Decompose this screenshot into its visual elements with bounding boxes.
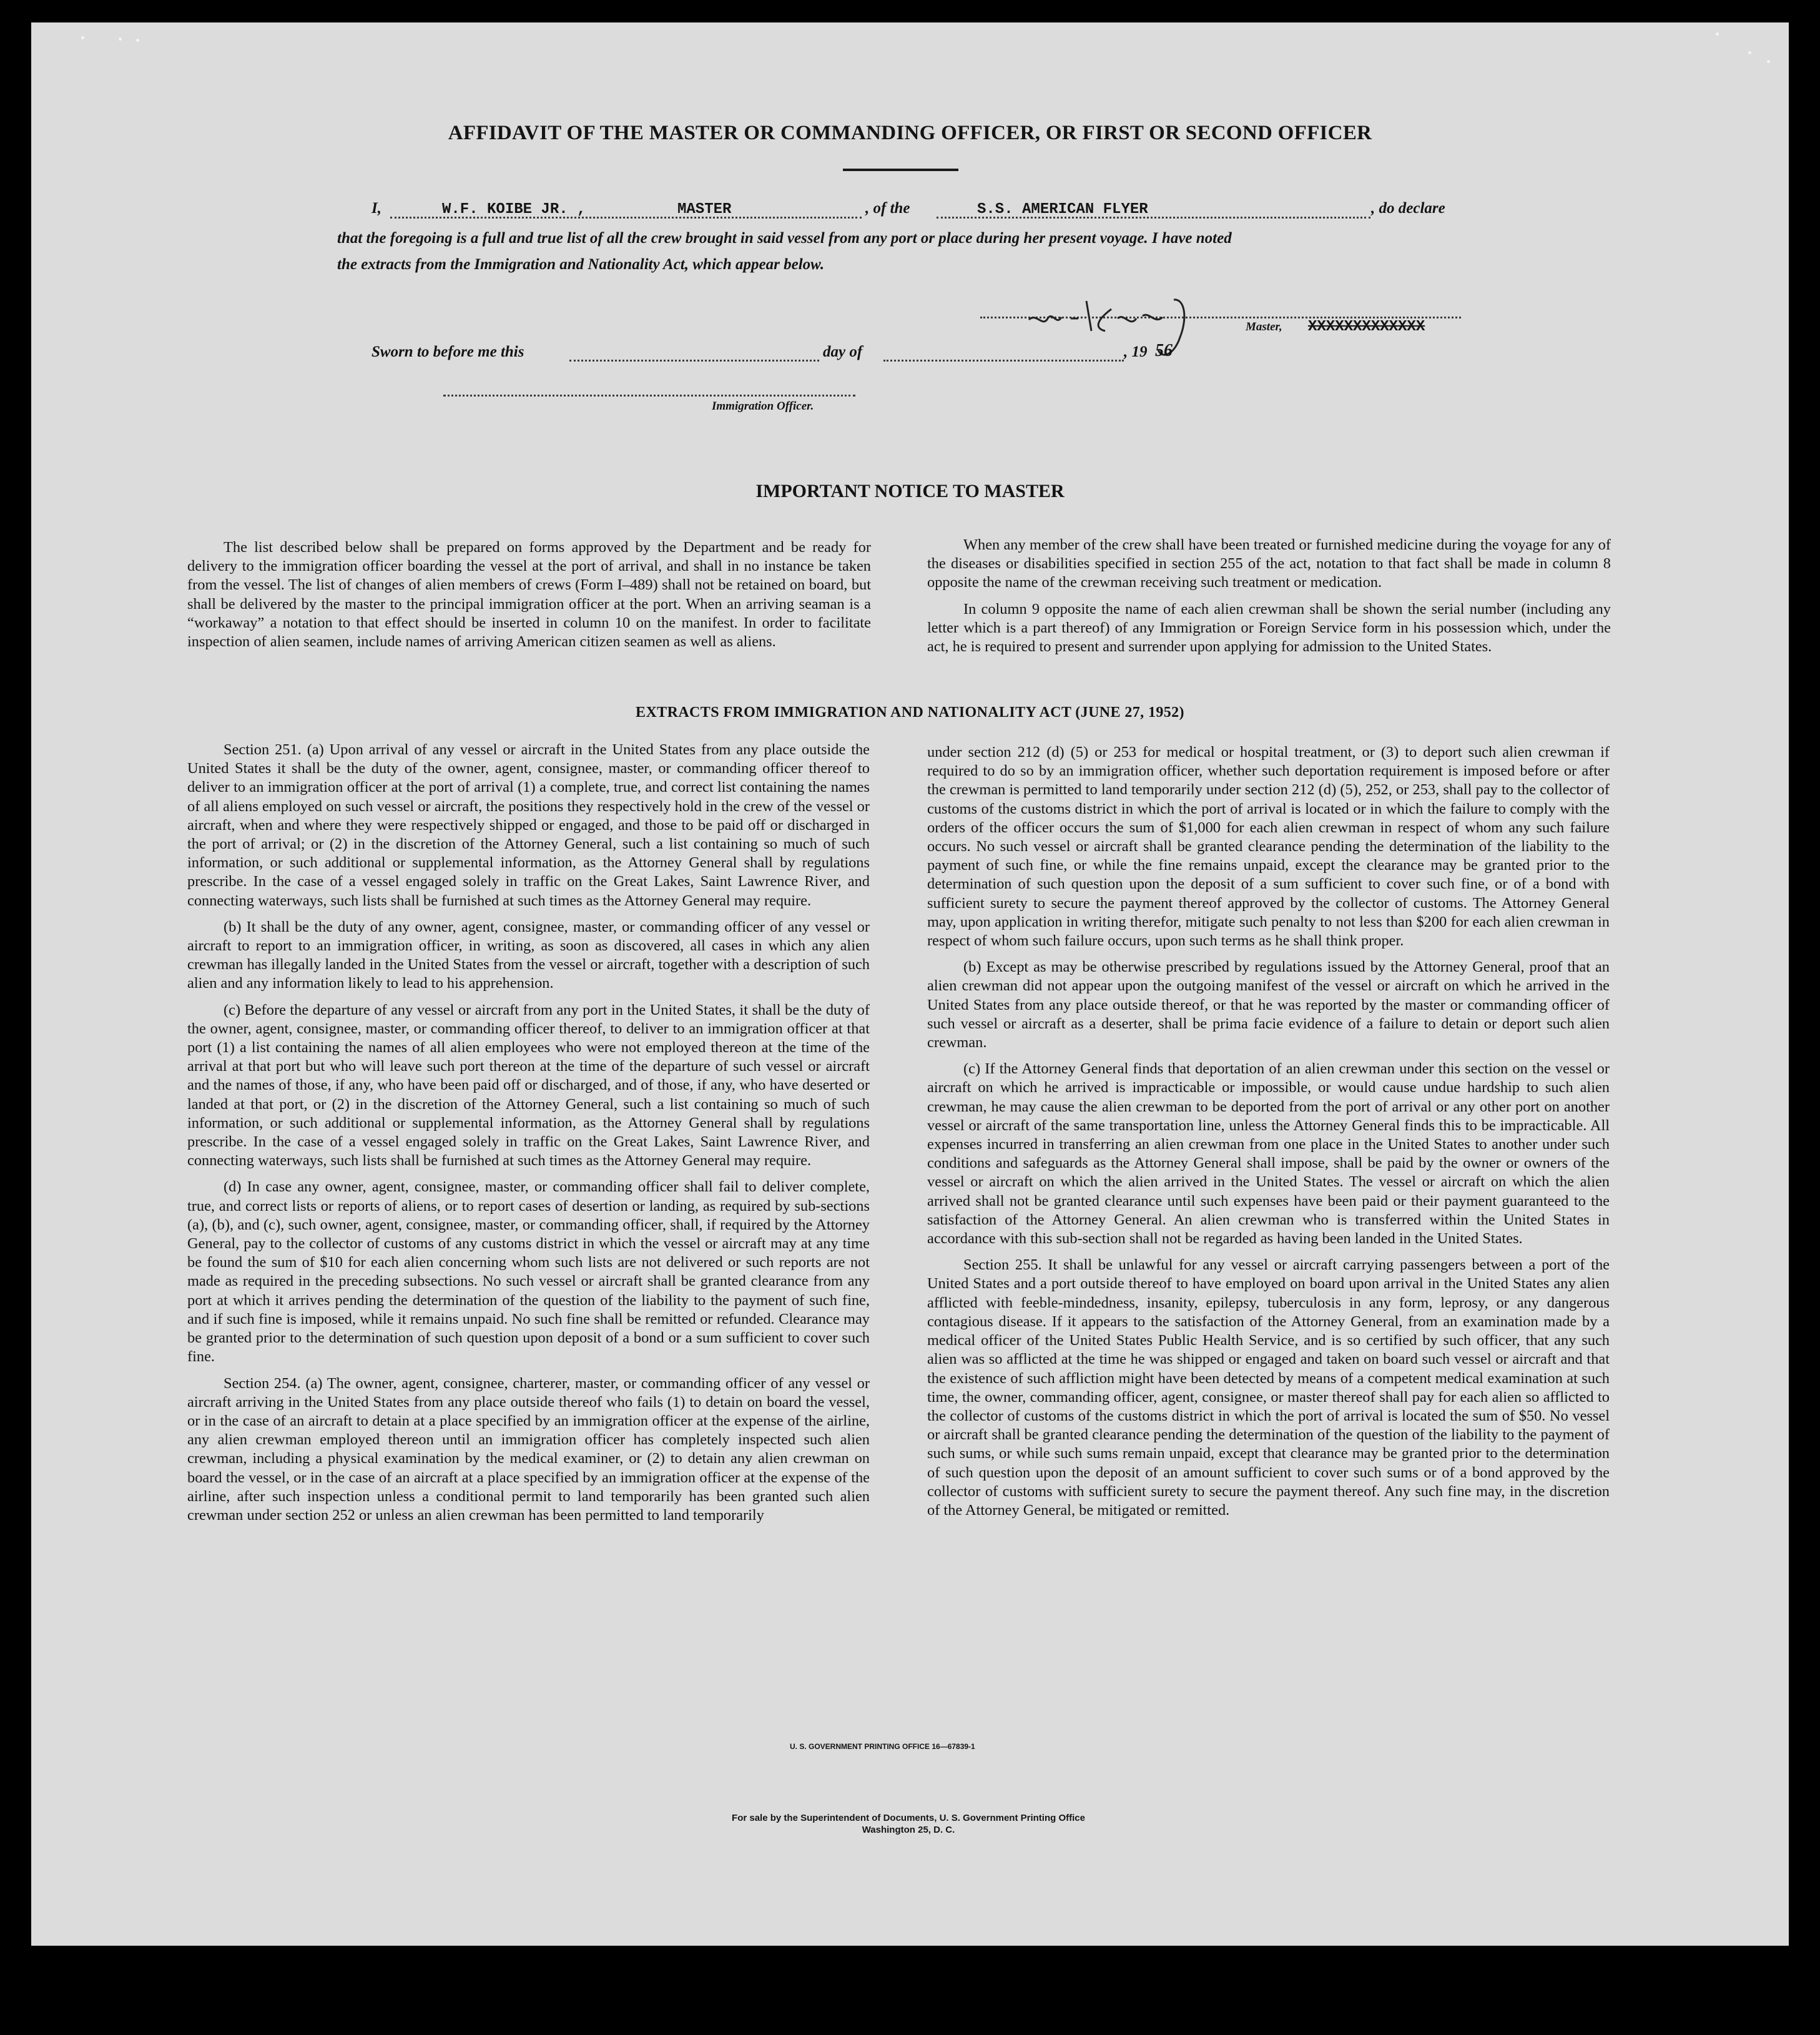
sworn-month-dotted-line [883, 358, 1124, 362]
struck-out-title: XXXXXXXXXXXXX [1308, 318, 1425, 335]
extracts-right-column [927, 743, 1610, 1527]
immigration-officer-label: Immigration Officer. [712, 400, 814, 413]
title-rule [843, 169, 958, 171]
declaration-line-2: that the foregoing is a full and true list of all the crew brought in said vessel from any port or place during her present voyage. I have noted [337, 230, 1232, 247]
notice-left-paragraph: The list described below shall be prepared on forms approved by the Department and be ready for delivery to the immigration officer boarding the vessel at the port of arrival, and shall in no instance be taken from the vessel. The list of changes of alien members of crews (Form I–489) shall not be retained on board, but shall be delivered by the master to the principal immigration officer at the port. When an arriving seaman is a “workaway” a notation to that effect should be inserted in column 10 on the manifest. In order to facilitate inspection of alien seamen, include names of arriving American citizen seamen as well as aliens. [187, 539, 871, 651]
rank-value: MASTER [677, 201, 732, 218]
of-the-label: , of the [865, 200, 910, 217]
notice-right-column [927, 536, 1611, 664]
film-speck [119, 37, 122, 41]
notice-right-paragraph-1: When any member of the crew shall have been treated or furnished medicine during the voyage for any of the diseases or disabilities specified in section 255 of the act, notation to that fact shall be made in column 8 opposite the name of the crewman receiving such treatment or medication. [927, 536, 1611, 591]
extracts-left-column [187, 741, 870, 1532]
film-speck [1748, 51, 1751, 54]
notice-right-paragraph-2: In column 9 opposite the name of each alien crewman shall be shown the serial number (including any letter which is a part thereof) of any Immigration or Foreign Service form in his possession which, under the act, he is required to present and surrender upon applying for admission to the United States. [927, 600, 1611, 656]
vessel-value: S.S. AMERICAN FLYER [977, 201, 1148, 218]
film-speck [1716, 32, 1719, 36]
i-label: I, [371, 200, 381, 217]
year-prefix: , 19 [1124, 343, 1148, 360]
section-251-c: (c) Before the departure of any vessel or aircraft from any port in the United States, it shall be the duty of the owner, agent, consignee, master, or commanding officer thereof, to deliver to an immigration officer at that port (1) a list containing the names of all alien employees who were not employed thereon at the time of the arrival at that port but who will leave such port thereon at the time of the departure of such vessel or aircraft and the names of those, if any, who have been paid off or discharged, and of those, if any, who have deserted or landed at that port, or (2) in the discretion of the Attorney General, such a list containing so much of such information, or such additional or supplemental information, as the Attorney General shall by regulations prescribe. In the case of a vessel engaged solely in traffic on the Great Lakes, Saint Lawrence River, and connecting waterways, such lists shall be furnished at such times as the Attorney General may require. [187, 1001, 870, 1170]
section-251-b: (b) It shall be the duty of any owner, agent, consignee, master, or commanding officer of any vessel or aircraft to report to an immigration officer, in writing, as soon as discovered, all cases in which any alien crewman has illegally landed in the United States from the vessel or aircraft, together with a description of such alien and any information likely to lead to his apprehension. [187, 918, 870, 992]
master-name-value: W.F. KOIBE JR. , [442, 201, 586, 218]
year-value: 56 [1155, 341, 1173, 360]
film-speck [136, 39, 139, 42]
printing-office-imprint: U. S. GOVERNMENT PRINTING OFFICE 16—67839-1 [790, 1742, 975, 1751]
master-label: Master, [1246, 320, 1282, 333]
sworn-day-dotted-line [569, 358, 819, 362]
extracts-title: EXTRACTS FROM IMMIGRATION AND NATIONALITY ACT (JUNE 27, 1952) [636, 704, 1184, 721]
do-declare-label: , do declare [1371, 200, 1445, 217]
section-254-c: (c) If the Attorney General finds that deportation of an alien crewman under this section on the vessel or aircraft on which he arrived is impracticable or impossible, or would cause undue hardship to such alien crewman, he may cause the alien crewman to be deported from the port of arrival or any other port on another vessel or aircraft of the same transportation line, unless the Attorney General finds this to be impracticable. All expenses incurred in transferring an alien crewman from one place in the United States to another under such conditions and safeguards as the Attorney General shall impose, shall be paid by the owner or owners of the vessel or aircraft on which the alien arrived in the United States. The vessel or aircraft on which the alien arrived shall not be granted clearance until such expenses have been paid or their payment guaranteed to the satisfaction of the Attorney General. An alien crewman who is transferred within the United States in accordance with this sub-section shall not be regarded as having been landed in the United States. [927, 1060, 1610, 1248]
notice-left-column [187, 538, 871, 659]
section-255: Section 255. It shall be unlawful for any vessel or aircraft carrying passengers between a port of the United States and a port outside thereof to have employed on board upon arrival in the United States any alien afflicted with feeble-mindedness, insanity, epilepsy, tuberculosis in any form, leprosy, or any dangerous contagious disease. If it appears to the satisfaction of the Attorney General, from an examination made by a medical officer of the United States Public Health Service, and is so certified by such officer, that any such alien was so afflicted at the time he was shipped or engaged and taken on board such vessel or aircraft and that the existence of such affliction might have been detected by means of a competent medical examination at such time, the owner, commanding officer, agent, consignee, or master thereof shall pay for each alien so afflicted to the collector of customs of the customs district in which the port of arrival is located the sum of $50. No vessel or aircraft shall be granted clearance pending the determination of the question of the liability to the payment of such sums, or while such sums remain unpaid, except that clearance may be granted prior to the determination of such question upon the deposit of an amount sufficient to cover such sums or of a bond approved by the collector of customs with sufficient surety to secure the payment thereof. Any such fine may, in the discretion of the Attorney General, be mitigated or remitted. [927, 1256, 1610, 1519]
affidavit-title: AFFIDAVIT OF THE MASTER OR COMMANDING OFFICER, OR FIRST OR SECOND OFFICER [448, 122, 1372, 144]
film-speck [1767, 60, 1770, 63]
section-254-a-continued: under section 212 (d) (5) or 253 for medical or hospital treatment, or (3) to deport such alien crewman if required to do so by an immigration officer, whether such deportation requirement is imposed before or after the crewman is permitted to land temporarily under section 212 (d) (5), 252, or 253, shall pay to the collector of customs of the customs district in which the port of arrival is located or in which the failure to comply with the orders of the officer occurs the sum of $1,000 for each alien crewman in respect of whom any such failure occurs. No such vessel or aircraft shall be granted clearance pending the determination of the liability to the payment of such fine, or while the fine remains unpaid, except the clearance may be granted prior to the determination of such question upon the deposit of a sum sufficient to cover such fine, or of a bond with sufficient surety to secure the payment thereof approved by the collector of customs. The Attorney General may, upon application in writing therefor, mitigate such penalty to not less than $200 for each alien crewman in respect of whom such failure occurs, upon such terms as he shall think proper. [927, 744, 1610, 950]
section-254-a: Section 254. (a) The owner, agent, consignee, charterer, master, or commanding officer of any vessel or aircraft arriving in the United States from any place outside thereof who fails (1) to detain on board the vessel, or in the case of an aircraft to detain at a place specified by an immigration officer at the expense of the airline, any alien crewman employed thereon until an immigration officer has completely inspected such alien crewman, including a physical examination by the medical examiner, or (2) to detain any alien crewman on board the vessel, or in the case of an aircraft at a place specified by an immigration officer at the expense of the airline, after such inspection unless a conditional permit to land temporarily has been granted such alien crewman under section 252 or unless an alien crewman has been permitted to land temporarily [187, 1374, 870, 1524]
section-251-a: Section 251. (a) Upon arrival of any vessel or aircraft in the United States from any place outside the United States it shall be the duty of the owner, agent, consignee, master, or commanding officer thereof to deliver to an immigration officer at the port of arrival (1) a complete, true, and correct list containing the names of all aliens employed on such vessel or aircraft, the positions they respectively hold in the crew of the vessel or aircraft, when and where they were respectively shipped or engaged, and those to be paid off or discharged in the port of arrival; or (2) in the discretion of the Attorney General, such a list containing so much of such information, or such additional or supplemental information, as the Attorney General shall by regulations prescribe. In the case of a vessel engaged solely in traffic on the Great Lakes, Saint Lawrence River, and connecting waterways, such lists shall be furnished at such times as the Attorney General may require. [187, 741, 870, 909]
sale-notice [593, 1812, 1224, 1836]
day-of-label: day of [823, 343, 863, 360]
notice-title: IMPORTANT NOTICE TO MASTER [755, 481, 1065, 501]
section-251-d: (d) In case any owner, agent, consignee, master, or commanding officer shall fail to deliver complete, true, and correct lists or reports of aliens, or to report cases of desertion or landing, as required by sub-sections (a), (b), and (c), such owner, agent, consignee, master, or commanding officer, shall, if required by the Attorney General, pay to the collector of customs of any customs district in which the vessel or aircraft may at any time be found the sum of $10 for each alien concerning whom such lists are not delivered or such reports are not made as required in the preceding subsections. No such vessel or aircraft shall be granted clearance from any port at which it arrives pending the determination of the question of the liability to the payment of such fine, and if such fine is imposed, while it remains unpaid. No such fine shall be remitted or refunded. Clearance may be granted prior to the determination of such question upon deposit of a bond or a sum sufficient to cover such fine. [187, 1178, 870, 1366]
sale-line-2: Washington 25, D. C. [862, 1825, 955, 1835]
sworn-label: Sworn to before me this [371, 343, 524, 360]
immigration-officer-line [443, 393, 855, 397]
declaration-line-3: the extracts from the Immigration and Nationality Act, which appear below. [337, 256, 825, 273]
sale-line-1: For sale by the Superintendent of Documents, U. S. Government Printing Office [732, 1813, 1085, 1823]
section-254-b: (b) Except as may be otherwise prescribed by regulations issued by the Attorney General, proof that an alien crewman did not appear upon the outgoing manifest of the vessel or aircraft on which he arrived in the United States from any place outside thereof, or that he was reported by the master or commanding officer of such vessel or aircraft as a deserter, shall be prima facie evidence of a failure to detain or deport such alien crewman. [927, 958, 1610, 1052]
film-speck [81, 36, 84, 39]
